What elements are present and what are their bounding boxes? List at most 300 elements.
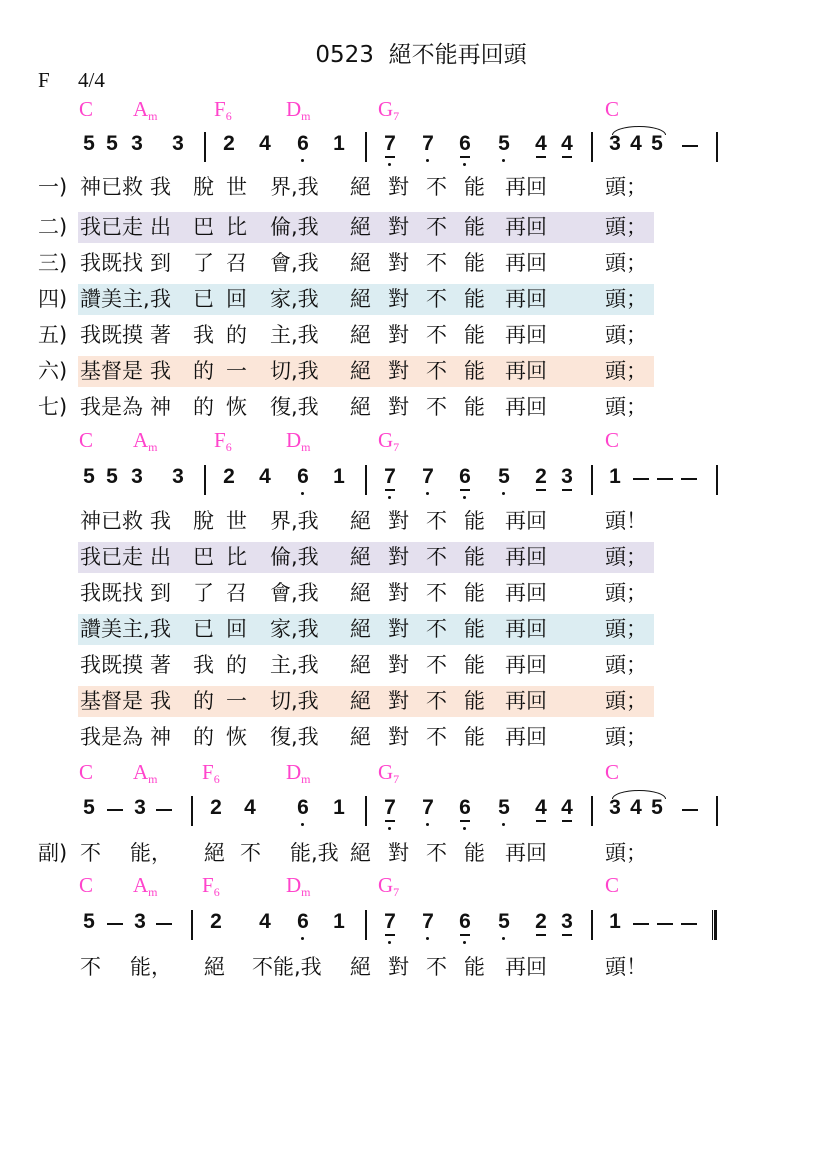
note: 4 <box>559 796 575 820</box>
lyric: 的 <box>193 725 214 749</box>
lyric: 不 <box>240 841 261 865</box>
lyric: 對 <box>388 175 409 199</box>
verse-line-7 <box>0 392 826 423</box>
note: 4 <box>259 910 271 933</box>
note: 3 <box>131 132 143 155</box>
chord: $F_6$ <box>202 760 220 786</box>
verse-line-b5 <box>0 650 826 681</box>
note: 7 <box>420 796 436 820</box>
note: 2 <box>223 132 235 155</box>
lyric: 一 <box>226 359 247 383</box>
verse-number: 七) <box>38 395 68 419</box>
lyric: 再回 <box>505 653 547 677</box>
note: 2 <box>533 910 549 934</box>
notation-row-3 <box>0 796 826 836</box>
verse-number: 六) <box>38 359 68 383</box>
lyric: 不 <box>426 359 447 383</box>
note: 5 <box>106 132 118 155</box>
note: 5 <box>106 465 118 488</box>
lyric: 頭； <box>605 617 647 641</box>
chord: C <box>605 873 620 897</box>
barline <box>591 465 593 495</box>
notation-row-1 <box>0 132 826 172</box>
note: 1 <box>609 910 621 933</box>
lyric: 絕 <box>350 359 371 383</box>
lyric: 到 <box>150 251 171 275</box>
lyric: 能 <box>464 359 485 383</box>
dash <box>682 809 698 811</box>
lyric: 倫,我 <box>270 545 319 569</box>
lyric: 對 <box>388 653 409 677</box>
lyric: 對 <box>388 215 409 239</box>
lyric: 神已救 <box>80 509 143 533</box>
verse-line-b7 <box>0 722 826 753</box>
note: 1 <box>333 132 345 155</box>
chord-row-3 <box>0 760 826 788</box>
note: 1 <box>333 910 345 933</box>
lyric: 我 <box>193 653 214 677</box>
barline <box>716 465 718 495</box>
lyric: 回 <box>226 287 247 311</box>
lyric: 再回 <box>505 395 547 419</box>
note: 7 <box>420 132 436 156</box>
song-name: 絕不能再回頭 <box>388 42 527 68</box>
chord: C <box>79 873 94 897</box>
note: 6 <box>295 796 311 820</box>
lyric: 不 <box>426 175 447 199</box>
verse-number: 二) <box>38 215 68 239</box>
note: 3 <box>134 796 146 819</box>
verse-number: 三) <box>38 251 68 275</box>
lyric: 能 <box>464 955 485 979</box>
lyric: 再回 <box>505 581 547 605</box>
lyric: 對 <box>388 581 409 605</box>
lyric: 絕 <box>350 689 371 713</box>
lyric: 不 <box>426 841 447 865</box>
lyric: 頭！ <box>605 509 647 533</box>
lyric: 能 <box>464 725 485 749</box>
note: 5 <box>651 796 663 819</box>
lyric: 對 <box>388 287 409 311</box>
key-signature: F <box>38 68 50 92</box>
lyric: 絕 <box>350 545 371 569</box>
lyric: 切,我 <box>270 359 319 383</box>
chord: $D_m$ <box>286 760 311 786</box>
lyric: 能,我 <box>290 841 339 865</box>
lyric: 我已走 <box>80 545 143 569</box>
lyric: 絕 <box>350 653 371 677</box>
lyric: 能 <box>464 323 485 347</box>
lyric: 不 <box>426 581 447 605</box>
note: 6 <box>457 465 473 489</box>
lyric: 主,我 <box>270 653 319 677</box>
chord: $G_7$ <box>378 873 400 899</box>
lyric: 家,我 <box>270 287 319 311</box>
lyric: 不 <box>426 287 447 311</box>
lyric: 我既找 <box>80 581 143 605</box>
chord-row-4 <box>0 873 826 901</box>
chord: $D_m$ <box>286 97 311 123</box>
verse-line-6 <box>0 356 826 387</box>
lyric: 神 <box>150 725 171 749</box>
lyric: 出 <box>150 215 171 239</box>
note: 3 <box>131 465 143 488</box>
lyric: 能 <box>464 617 485 641</box>
note: 4 <box>244 796 256 819</box>
chord: $G_7$ <box>378 428 400 454</box>
lyric: 頭； <box>605 689 647 713</box>
verse-line-b6 <box>0 686 826 717</box>
note: 2 <box>223 465 235 488</box>
lyric: 能， <box>130 955 172 979</box>
lyric: 能 <box>464 841 485 865</box>
lyric: 世 <box>226 175 247 199</box>
lyric: 不 <box>426 395 447 419</box>
chord: $A_m$ <box>133 873 158 899</box>
lyric: 界,我 <box>270 509 319 533</box>
lyric: 復,我 <box>270 725 319 749</box>
chord: $A_m$ <box>133 428 158 454</box>
lyric: 我 <box>150 359 171 383</box>
barline <box>591 910 593 940</box>
lyric: 會,我 <box>270 581 319 605</box>
lyric: 我 <box>150 287 171 311</box>
note: 3 <box>559 465 575 489</box>
lyric: 絕 <box>350 287 371 311</box>
barline <box>365 465 367 495</box>
note: 4 <box>533 132 549 156</box>
chord: $F_6$ <box>202 873 220 899</box>
lyric: 我 <box>150 175 171 199</box>
lyric: 一 <box>226 689 247 713</box>
note: 1 <box>333 465 345 488</box>
note: 6 <box>295 132 311 156</box>
verse-number: 五) <box>38 323 68 347</box>
lyric: 讚美主, <box>80 617 150 641</box>
note: 6 <box>457 796 473 820</box>
lyric: 能 <box>464 287 485 311</box>
lyric: 再回 <box>505 841 547 865</box>
note: 4 <box>630 132 642 155</box>
chord: C <box>79 428 94 452</box>
chord: $G_7$ <box>378 760 400 786</box>
lyric: 能 <box>464 215 485 239</box>
note: 7 <box>382 132 398 156</box>
lyric: 恢 <box>226 395 247 419</box>
lyric: 我 <box>150 509 171 533</box>
note: 5 <box>496 796 512 820</box>
note: 5 <box>83 465 95 488</box>
lyric: 不 <box>426 689 447 713</box>
note: 7 <box>382 796 398 820</box>
lyric: 對 <box>388 509 409 533</box>
barline <box>204 132 206 162</box>
note: 5 <box>496 132 512 156</box>
note: 4 <box>630 796 642 819</box>
lyric: 不 <box>80 955 101 979</box>
lyric: 我既摸 <box>80 653 143 677</box>
chord: C <box>79 760 94 784</box>
dash <box>107 923 123 925</box>
dash <box>633 478 649 480</box>
lyric: 絕 <box>204 955 225 979</box>
verse-line-2 <box>0 212 826 243</box>
lyric: 絕 <box>350 841 371 865</box>
lyric: 絕 <box>204 841 225 865</box>
lyric: 不 <box>426 251 447 275</box>
lyric: 再回 <box>505 689 547 713</box>
chorus-label: 副) <box>38 841 68 865</box>
lyric: 再回 <box>505 287 547 311</box>
verse-line-1 <box>0 172 826 203</box>
lyric: 了 <box>193 581 214 605</box>
lyric: 絕 <box>350 617 371 641</box>
lyric: 再回 <box>505 955 547 979</box>
dash <box>681 478 697 480</box>
lyric: 頭； <box>605 251 647 275</box>
lyric: 再回 <box>505 617 547 641</box>
lyric: 能 <box>464 175 485 199</box>
lyric: 頭； <box>605 581 647 605</box>
lyric: 再回 <box>505 175 547 199</box>
lyric: 我既摸 <box>80 323 143 347</box>
dash <box>156 923 172 925</box>
lyric: 巴 <box>193 215 214 239</box>
lyric: 不 <box>426 323 447 347</box>
lyric: 能 <box>464 581 485 605</box>
lyric: 會,我 <box>270 251 319 275</box>
lyric: 絕 <box>350 955 371 979</box>
notation-row-4 <box>0 910 826 950</box>
lyric: 不 <box>426 955 447 979</box>
lyric: 我既找 <box>80 251 143 275</box>
lyric: 對 <box>388 395 409 419</box>
verse-line-b2 <box>0 542 826 573</box>
lyric: 不 <box>426 509 447 533</box>
lyric: 不 <box>80 841 101 865</box>
lyric: 我 <box>193 323 214 347</box>
note: 5 <box>83 796 95 819</box>
lyric: 我已走 <box>80 215 143 239</box>
lyric: 到 <box>150 581 171 605</box>
lyric: 不 <box>426 725 447 749</box>
lyric: 不 <box>426 545 447 569</box>
final-barline <box>712 910 717 940</box>
note: 3 <box>609 132 621 155</box>
note: 3 <box>134 910 146 933</box>
lyric: 我 <box>150 689 171 713</box>
lyric: 對 <box>388 955 409 979</box>
lyric: 能 <box>464 509 485 533</box>
barline <box>191 796 193 826</box>
lyric: 絕 <box>350 251 371 275</box>
lyric: 頭； <box>605 725 647 749</box>
lyric: 的 <box>193 359 214 383</box>
lyric: 召 <box>226 251 247 275</box>
dash <box>633 923 649 925</box>
lyric: 著 <box>150 323 171 347</box>
note: 2 <box>210 910 222 933</box>
note: 7 <box>420 910 436 934</box>
note: 3 <box>172 465 184 488</box>
lyric: 的 <box>193 689 214 713</box>
lyric: 切,我 <box>270 689 319 713</box>
time-signature: 4/4 <box>78 68 105 92</box>
lyric: 的 <box>226 653 247 677</box>
lyric: 了 <box>193 251 214 275</box>
lyric: 恢 <box>226 725 247 749</box>
note: 5 <box>83 132 95 155</box>
note: 2 <box>210 796 222 819</box>
chord: $A_m$ <box>133 97 158 123</box>
note: 4 <box>533 796 549 820</box>
note: 3 <box>172 132 184 155</box>
lyric: 對 <box>388 323 409 347</box>
chord: $F_6$ <box>214 428 232 454</box>
lyric: 頭； <box>605 175 647 199</box>
lyric: 能 <box>464 395 485 419</box>
dash <box>657 923 673 925</box>
lyric: 倫,我 <box>270 215 319 239</box>
lyric: 我 <box>150 617 171 641</box>
note: 6 <box>295 465 311 489</box>
lyric: 頭； <box>605 323 647 347</box>
chord: $G_7$ <box>378 97 400 123</box>
lyric: 絕 <box>350 395 371 419</box>
lyric: 的 <box>193 395 214 419</box>
lyric: 能 <box>464 545 485 569</box>
chord: $D_m$ <box>286 873 311 899</box>
barline <box>365 910 367 940</box>
barline <box>716 796 718 826</box>
note: 4 <box>259 132 271 155</box>
note: 5 <box>496 465 512 489</box>
lyric: 再回 <box>505 545 547 569</box>
verse-number: 四) <box>38 287 68 311</box>
lyric: 對 <box>388 689 409 713</box>
note: 7 <box>382 910 398 934</box>
verse-line-b1 <box>0 506 826 537</box>
lyric: 對 <box>388 359 409 383</box>
barline <box>191 910 193 940</box>
lyric: 巴 <box>193 545 214 569</box>
lyric: 頭； <box>605 359 647 383</box>
lyric: 絕 <box>350 215 371 239</box>
lyric: 對 <box>388 251 409 275</box>
note: 7 <box>420 465 436 489</box>
verse-line-4 <box>0 284 826 315</box>
chorus-line-2 <box>0 952 826 983</box>
lyric: 再回 <box>505 509 547 533</box>
lyric: 絕 <box>350 509 371 533</box>
lyric: 神已救 <box>80 175 143 199</box>
lyric: 不 <box>426 653 447 677</box>
lyric: 界,我 <box>270 175 319 199</box>
chord: $A_m$ <box>133 760 158 786</box>
lyric: 絕 <box>350 175 371 199</box>
note: 4 <box>559 132 575 156</box>
lyric: 著 <box>150 653 171 677</box>
lyric: 頭； <box>605 395 647 419</box>
note: 5 <box>651 132 663 155</box>
lyric: 對 <box>388 617 409 641</box>
note: 3 <box>559 910 575 934</box>
lyric: 不 <box>426 215 447 239</box>
barline <box>365 796 367 826</box>
chord-row-1 <box>0 97 826 125</box>
note: 4 <box>259 465 271 488</box>
dash <box>107 809 123 811</box>
lyric: 頭； <box>605 841 647 865</box>
lyric: 頭； <box>605 545 647 569</box>
barline <box>591 796 593 826</box>
note: 1 <box>609 465 621 488</box>
dash <box>681 923 697 925</box>
lyric: 回 <box>226 617 247 641</box>
lyric: 對 <box>388 841 409 865</box>
lyric: 再回 <box>505 215 547 239</box>
lyric: 我是為 <box>80 725 143 749</box>
chord: $D_m$ <box>286 428 311 454</box>
lyric: 能 <box>464 251 485 275</box>
note: 1 <box>333 796 345 819</box>
lyric: 脫 <box>193 175 214 199</box>
lyric: 能 <box>464 653 485 677</box>
lyric: 對 <box>388 545 409 569</box>
dash <box>156 809 172 811</box>
chord: C <box>605 97 620 121</box>
lyric: 再回 <box>505 323 547 347</box>
lyric: 對 <box>388 725 409 749</box>
lyric: 絕 <box>350 581 371 605</box>
lyric: 絕 <box>350 725 371 749</box>
lyric: 已 <box>193 617 214 641</box>
lyric: 頭； <box>605 653 647 677</box>
chord-row-2 <box>0 428 826 456</box>
lyric: 復,我 <box>270 395 319 419</box>
barline <box>204 465 206 495</box>
chord: $F_6$ <box>214 97 232 123</box>
lyric: 頭！ <box>605 955 647 979</box>
lyric: 世 <box>226 509 247 533</box>
barline <box>591 132 593 162</box>
lyric: 不 <box>426 617 447 641</box>
note: 6 <box>457 910 473 934</box>
note: 6 <box>295 910 311 934</box>
verse-line-b3 <box>0 578 826 609</box>
verse-line-3 <box>0 248 826 279</box>
verse-line-5 <box>0 320 826 351</box>
note: 6 <box>457 132 473 156</box>
chord: C <box>605 760 620 784</box>
lyric: 基督是 <box>80 359 143 383</box>
lyric: 頭； <box>605 287 647 311</box>
verse-line-b4 <box>0 614 826 645</box>
song-number: 0523 <box>315 42 374 68</box>
note: 5 <box>83 910 95 933</box>
note: 2 <box>533 465 549 489</box>
barline <box>365 132 367 162</box>
lyric: 能， <box>130 841 172 865</box>
lyric: 再回 <box>505 251 547 275</box>
dash <box>657 478 673 480</box>
song-title <box>0 36 826 69</box>
lyric: 讚美主, <box>80 287 150 311</box>
lyric: 家,我 <box>270 617 319 641</box>
lyric: 基督是 <box>80 689 143 713</box>
note: 5 <box>496 910 512 934</box>
note: 7 <box>382 465 398 489</box>
